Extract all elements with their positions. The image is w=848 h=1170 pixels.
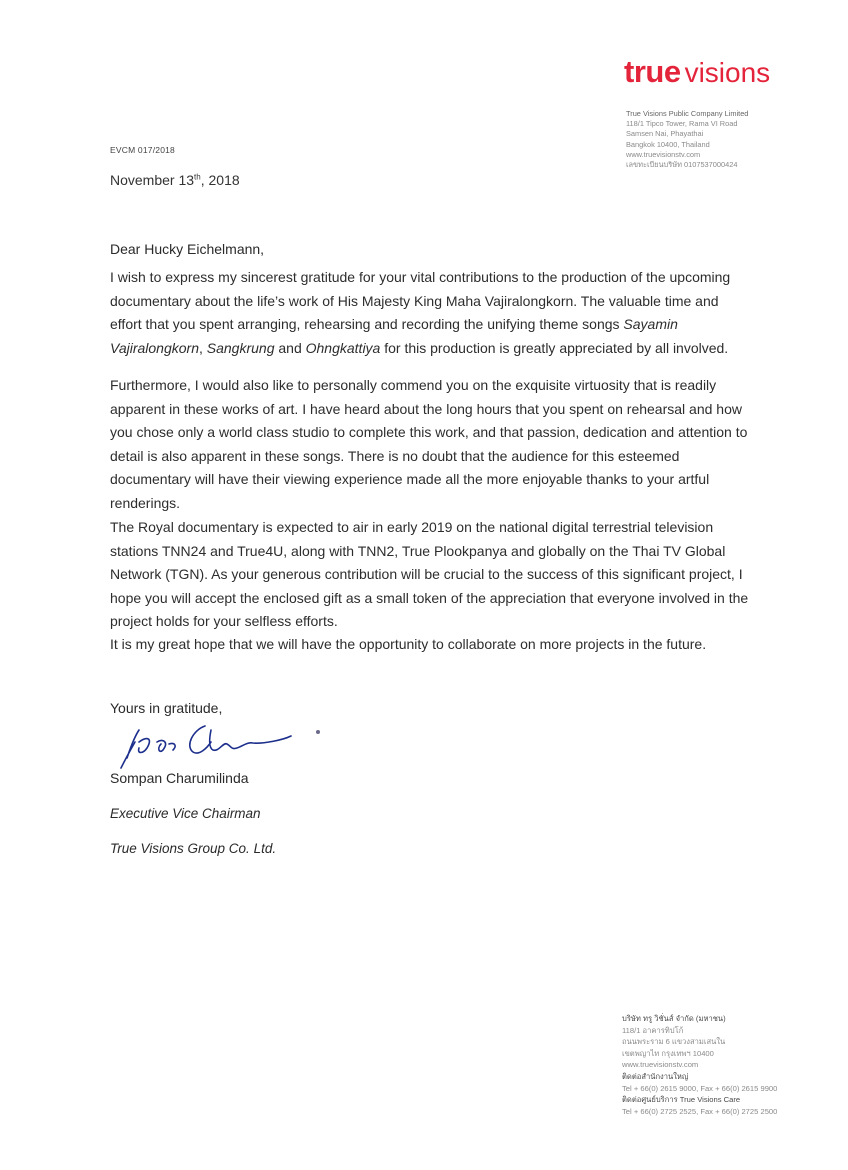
paragraph-broadcast: The Royal documentary is expected to air in early 2019 on the national digital terrestrial television stations TNN24 and True4U, along with TNN2, True Plookpanya and globally on the Thai TV Global Network (TGN). As your generous contribution will be crucial to the success of this significant project, I hope you will accept the enclosed gift as a small token of the appreciation that everyone involved in the project holds for your selfless efforts. xyxy=(110,519,749,629)
signer-name: Sompan Charumilinda xyxy=(110,770,249,786)
salutation: Dear Hucky Eichelmann, xyxy=(110,241,265,257)
signer-company: True Visions Group Co. Ltd. xyxy=(110,841,277,856)
song-title: Sayamin Vajiralongkorn xyxy=(110,316,678,356)
paragraph-commendation: Furthermore, I would also like to personally commend you on the exquisite virtuosity that is readily apparent in these works of art. I have heard about the long hours that you spent on rehearsal and how you chose only a world class studio to complete this work, and that passion, dedication and attention to detail is also apparent in these songs. There is no doubt that the audience for this esteemed documentary will have their viewing experience made all the more enjoyable thanks to your artful renderings. xyxy=(110,377,748,511)
company-name: True Visions Public Company Limited xyxy=(626,109,749,118)
reference-number: EVCM 017/2018 xyxy=(110,145,175,155)
footer-website: www.truevisionstv.com xyxy=(622,1060,699,1070)
footer-address xyxy=(622,1013,777,1117)
handwritten-signature xyxy=(113,712,323,772)
logo-word-visions: visions xyxy=(684,57,771,88)
closing: Yours in gratitude, xyxy=(110,700,223,716)
address-line: 118/1 Tipco Tower, Rama VI Road xyxy=(626,119,738,129)
song-title: Ohngkattiya xyxy=(305,339,381,356)
address-line: Samsen Nai, Phayathai xyxy=(626,129,704,139)
paragraph-gratitude: I wish to express my sincerest gratitude for your vital contributions to the production of the upcoming documentary about the life’s work of His Majesty King Maha Vajiralongkorn. The valuable time and effort that you spent arranging, rehearsing and recording the unifying theme songs Sayamin Vajiralongkorn, Sangkrung and Ohngkattiya for this production is greatly appreciated by all involved. xyxy=(110,269,731,356)
signer-title: Executive Vice Chairman xyxy=(110,806,261,821)
address-line: Bangkok 10400, Thailand xyxy=(626,139,710,149)
footer-line: 118/1 อาคารทิปโก้ xyxy=(622,1025,684,1035)
letter-date: November 13th, 2018 xyxy=(110,172,240,188)
footer-line: เขตพญาไท กรุงเทพฯ 10400 xyxy=(622,1048,714,1058)
footer-contact-head: ติดต่อสำนักงานใหญ่ xyxy=(622,1071,689,1081)
footer-phone: Tel + 66(0) 2615 9000, Fax + 66(0) 2615 9900 xyxy=(622,1083,778,1093)
footer-contact-head: ติดต่อศูนย์บริการ True Visions Care xyxy=(622,1095,741,1105)
ink-dot xyxy=(316,730,320,734)
song-title: Sangkrung xyxy=(206,339,275,356)
registration-number: เลขทะเบียนบริษัท 0107537000424 xyxy=(626,160,738,170)
logo-word-true: true xyxy=(624,54,681,89)
company-logo xyxy=(624,54,796,94)
footer-phone: Tel + 66(0) 2725 2525, Fax + 66(0) 2725 2500 xyxy=(622,1106,778,1116)
footer-line: ถนนพระราม 6 แขวงสามเสนใน xyxy=(622,1037,726,1047)
website: www.truevisionstv.com xyxy=(626,149,701,159)
paragraph-hope: It is my great hope that we will have the opportunity to collaborate on more projects in the future. xyxy=(110,636,707,652)
letterhead-address xyxy=(626,109,748,170)
footer-company-thai: บริษัท ทรู วิชั่นส์ จำกัด (มหาชน) xyxy=(622,1014,726,1023)
